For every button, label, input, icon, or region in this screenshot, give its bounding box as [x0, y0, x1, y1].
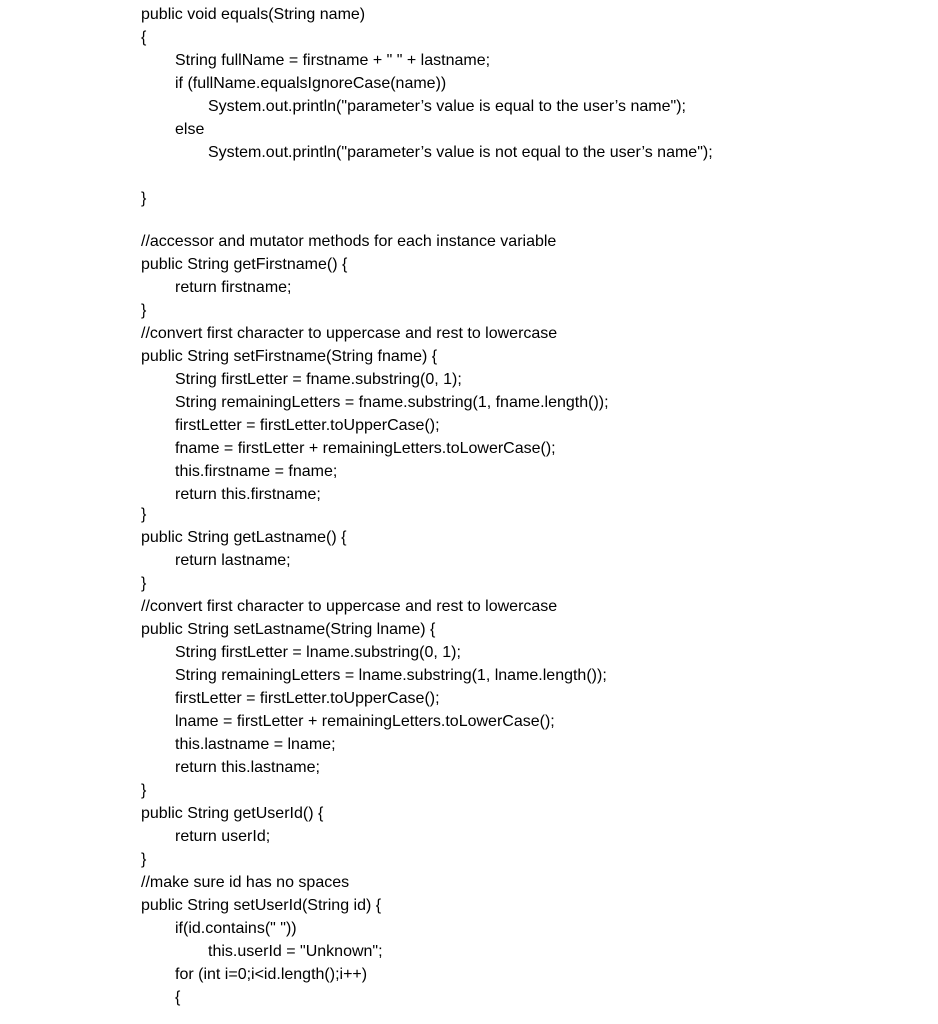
code-line: lname = firstLetter + remainingLetters.toLowerCase(); [175, 713, 555, 730]
code-line: //accessor and mutator methods for each instance variable [141, 233, 557, 250]
code-line: return firstname; [175, 279, 292, 296]
code-line: public void equals(String name) [141, 6, 366, 23]
code-line: return userId; [175, 828, 271, 845]
code-line: if (fullName.equalsIgnoreCase(name)) [175, 75, 447, 92]
code-line: System.out.println("parameter’s value is not equal to the user’s name"); [208, 144, 713, 161]
code-line: } [141, 575, 147, 592]
code-line: firstLetter = firstLetter.toUpperCase(); [175, 690, 440, 707]
code-line: } [141, 302, 147, 319]
code-line: return this.firstname; [175, 486, 321, 503]
code-line: } [141, 851, 147, 868]
code-line: for (int i=0;i<id.length();i++) [175, 966, 368, 983]
code-line: public String getUserId() { [141, 805, 324, 822]
code-line: return this.lastname; [175, 759, 320, 776]
code-line: public String setFirstname(String fname) { [141, 348, 438, 365]
code-line: else [175, 121, 205, 138]
code-line: { [175, 989, 181, 1006]
code-line: public String getLastname() { [141, 529, 347, 546]
code-line: this.lastname = lname; [175, 736, 336, 753]
code-line: public String setUserId(String id) { [141, 897, 382, 914]
code-line: public String setLastname(String lname) { [141, 621, 436, 638]
code-line: //convert first character to uppercase and rest to lowercase [141, 598, 558, 615]
code-line: } [141, 190, 147, 207]
code-line: } [141, 506, 147, 523]
code-line: this.firstname = fname; [175, 463, 338, 480]
code-line: System.out.println("parameter’s value is equal to the user’s name"); [208, 98, 686, 115]
code-line: { [141, 29, 147, 46]
code-line: String firstLetter = lname.substring(0, 1); [175, 644, 461, 661]
code-line: //make sure id has no spaces [141, 874, 350, 891]
code-line: String firstLetter = fname.substring(0, 1); [175, 371, 462, 388]
code-line: String remainingLetters = fname.substring(1, fname.length()); [175, 394, 609, 411]
code-line: fname = firstLetter + remainingLetters.toLowerCase(); [175, 440, 556, 457]
code-line: public String getFirstname() { [141, 256, 348, 273]
code-line: return lastname; [175, 552, 291, 569]
code-line: this.userId = "Unknown"; [208, 943, 383, 960]
code-line: firstLetter = firstLetter.toUpperCase(); [175, 417, 440, 434]
code-line: String fullName = firstname + " " + lastname; [175, 52, 491, 69]
code-line: String remainingLetters = lname.substring(1, lname.length()); [175, 667, 607, 684]
code-line: } [141, 782, 147, 799]
code-line: //convert first character to uppercase and rest to lowercase [141, 325, 558, 342]
code-line: if(id.contains(" ")) [175, 920, 297, 937]
